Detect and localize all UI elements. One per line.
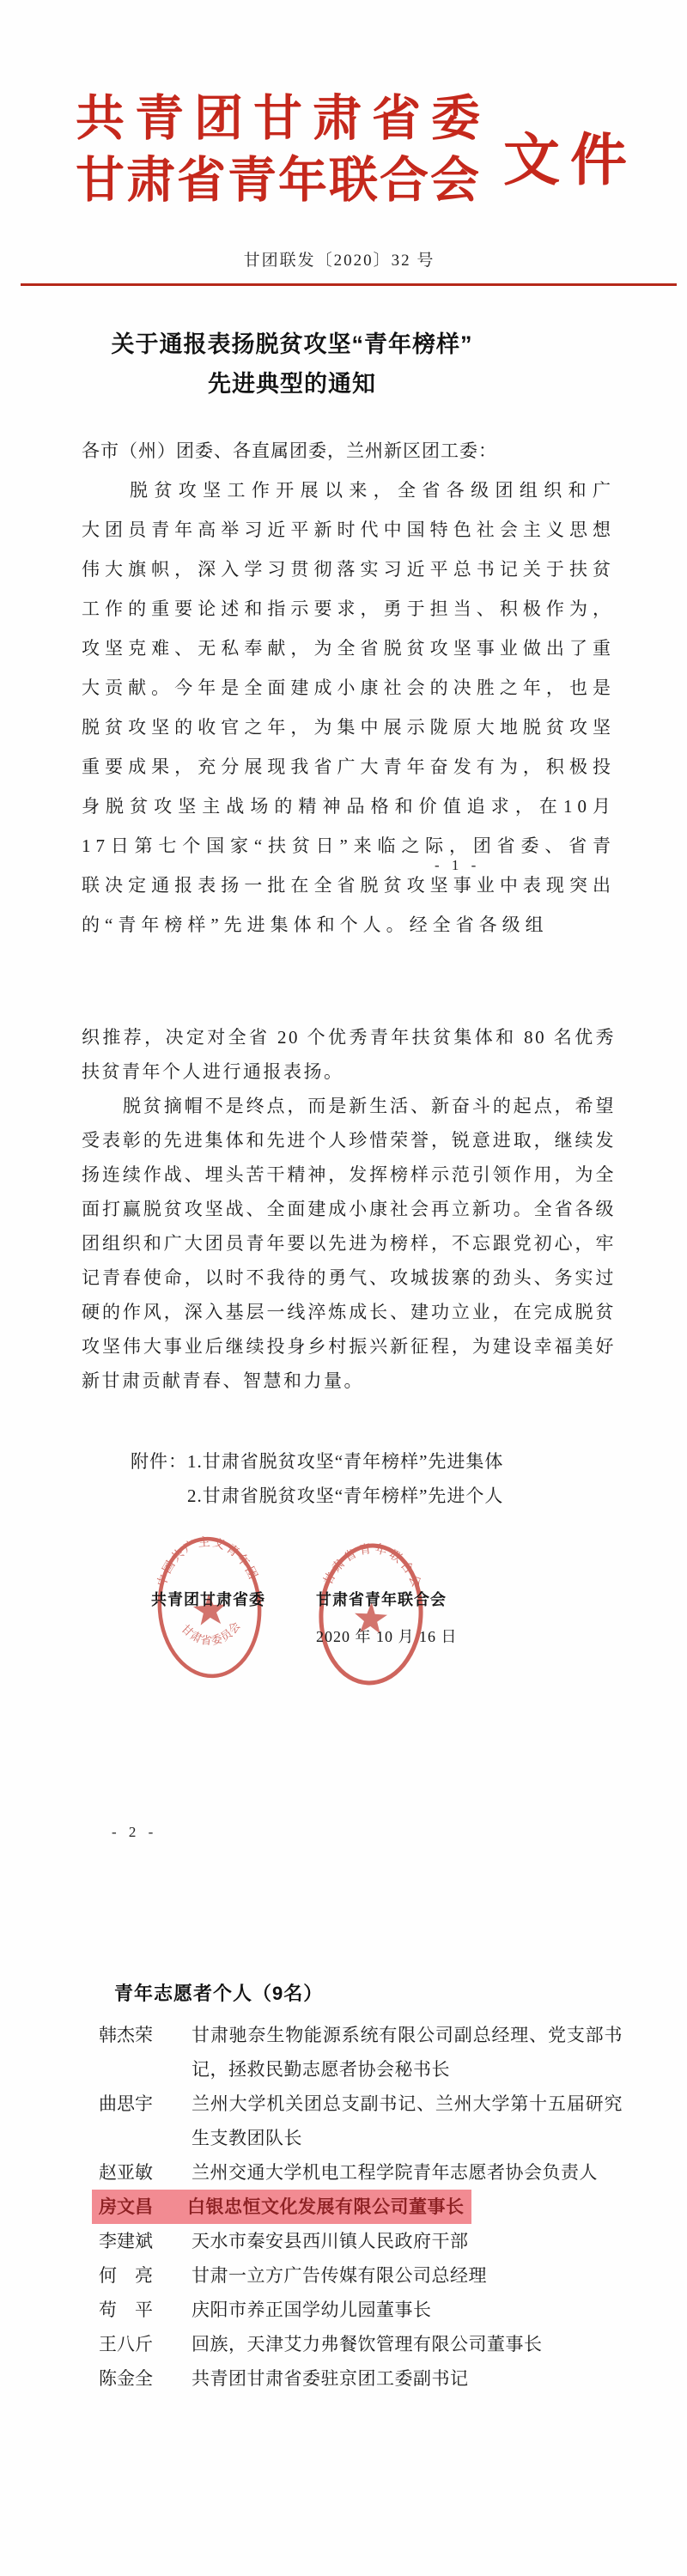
body-page2 <box>82 1020 616 1398</box>
entry-description: 白银忠恒文化发展有限公司董事长 <box>187 2196 465 2217</box>
entry-name: 王八斤 <box>99 2334 153 2354</box>
list-entry <box>99 2224 627 2258</box>
entry-description: 兰州交通大学机电工程学院青年志愿者协会负责人 <box>192 2162 598 2183</box>
attachments-label: 附件： <box>131 1451 187 1472</box>
document-title-line1: 关于通报表扬脱贫攻坚“青年榜样” <box>111 331 473 357</box>
volunteer-list-section <box>99 1980 627 2396</box>
paragraph-1: 脱贫攻坚工作开展以来，全省各级团组织和广大团员青年高举习近平新时代中国特色社会主义思想伟大旗帜，深入学习贯彻落实习近平总书记关于扶贫工作的重要论述和指示要求，勇于担当、积极作为，攻坚克难、无私奉献，为全省脱贫攻坚事业做出了重大贡献。今年是全面建成小康社会的决胜之年，也是脱贫攻坚的收官之年，为集中展示陇原大地脱贫攻坚重要成果，充分展现我省广大青年奋发有为，积极投身脱贫攻坚主战场的精神品格和价值追求，在10月17日第七个国家“扶贫日”来临之际，团省委、省青联决定通报表扬一批在全省脱贫攻坚事业中表现突出的“青年榜样”先进集体和个人。经全省各级组 <box>82 480 616 935</box>
entry-name: 曲思宇 <box>99 2093 153 2114</box>
red-separator-line <box>21 283 677 286</box>
document-title-line2: 先进典型的通知 <box>208 371 376 397</box>
list-entry-highlighted <box>92 2190 471 2224</box>
entry-description: 天水市秦安县西川镇人民政府干部 <box>192 2231 469 2251</box>
entry-description: 甘肃一立方广告传媒有限公司总经理 <box>192 2265 487 2286</box>
list-entry <box>99 2087 627 2155</box>
entry-description: 甘肃驰奈生物能源系统有限公司副总经理、党支部书记，拯救民勤志愿者协会秘书长 <box>192 2025 623 2080</box>
list-entry <box>99 2293 627 2327</box>
entry-description: 庆阳市养正国学幼儿园董事长 <box>192 2300 432 2320</box>
seal-right-arc-text: 甘肃省青年联合会 <box>321 1542 423 1592</box>
paragraph-2: 脱贫摘帽不是终点，而是新生活、新奋斗的起点，希望受表彰的先进集体和先进个人珍惜荣誉，锐意进取，继续发扬连续作战、埋头苦干精神，发挥榜样示范引领作用，为全面打赢脱贫攻坚战、全面建成小康社会再立新功。全省各级团组织和广大团员青年要以先进为榜样，不忘跟党初心，牢记青春使命，以时不我待的勇气、攻城拔寨的劲头、务实过硬的作风，深入基层一线淬炼成长、建功立业，在完成脱贫攻坚伟大事业后继续投身乡村振兴新征程，为建设幸福美好新甘肃贡献青春、智慧和力量。 <box>82 1096 616 1391</box>
signature-org-1: 共青团甘肃省委 <box>151 1591 265 1608</box>
svg-text:甘肃省委员会 <box>179 1618 245 1649</box>
list-entry <box>99 2361 627 2396</box>
entry-name: 陈金全 <box>99 2368 153 2389</box>
entry-description: 共青团甘肃省委驻京团工委副书记 <box>192 2368 469 2389</box>
entry-name: 房文昌 <box>99 2196 153 2217</box>
attachment-item-2: 2.甘肃省脱贫攻坚“青年榜样”先进个人 <box>187 1485 504 1506</box>
official-seal-right-icon <box>313 1539 429 1694</box>
letterhead-org-line1: 共青团甘肃省委 <box>76 92 490 146</box>
paragraph-1-continued: 织推荐，决定对全省 20 个优秀青年扶贫集体和 80 名优秀扶贫青年个人进行通报表扬。 <box>82 1027 616 1082</box>
list-entry <box>99 2155 627 2190</box>
document-type-label: 文件 <box>503 130 637 192</box>
entry-name: 苟 平 <box>99 2300 153 2320</box>
entry-name: 韩杰荣 <box>99 2025 153 2045</box>
list-entry <box>99 2327 627 2361</box>
seal-left-bottom-text: 甘肃省委员会 <box>179 1619 244 1648</box>
entry-name: 何 亮 <box>99 2265 153 2286</box>
seal-left-arc-text: 中国共产主义青年团 <box>155 1535 260 1589</box>
entry-name: 赵亚敏 <box>99 2162 153 2183</box>
signature-date: 2020 年 10 月 16 日 <box>316 1628 458 1645</box>
document-number: 甘团联发〔2020〕32 号 <box>243 252 435 270</box>
list-entry <box>99 2018 627 2087</box>
letterhead-org-line2: 甘肃省青年联合会 <box>76 154 481 208</box>
list-section-title: 青年志愿者个人（9名） <box>114 1983 324 2004</box>
entry-description: 兰州大学机关团总支副书记、兰州大学第十五届研究生支教团队长 <box>192 2093 623 2148</box>
salutation: 各市（州）团委、各直属团委，兰州新区团工委： <box>82 440 497 461</box>
list-entry <box>99 2258 627 2293</box>
page-number-2: - 2 - <box>112 1824 158 1840</box>
document-title <box>77 325 507 404</box>
entry-description: 回族，天津艾力弗餐饮管理有限公司董事长 <box>192 2334 543 2354</box>
entry-name: 李建斌 <box>99 2231 153 2251</box>
body-page1 <box>82 431 616 945</box>
attachments-block <box>131 1444 611 1513</box>
svg-text:中国共产主义青年团 <box>151 1532 261 1589</box>
signature-org-2: 甘肃省青年联合会 <box>316 1591 447 1608</box>
attachment-item-1: 1.甘肃省脱贫攻坚“青年榜样”先进集体 <box>187 1451 504 1472</box>
page-number-1: - 1 - <box>435 857 481 873</box>
